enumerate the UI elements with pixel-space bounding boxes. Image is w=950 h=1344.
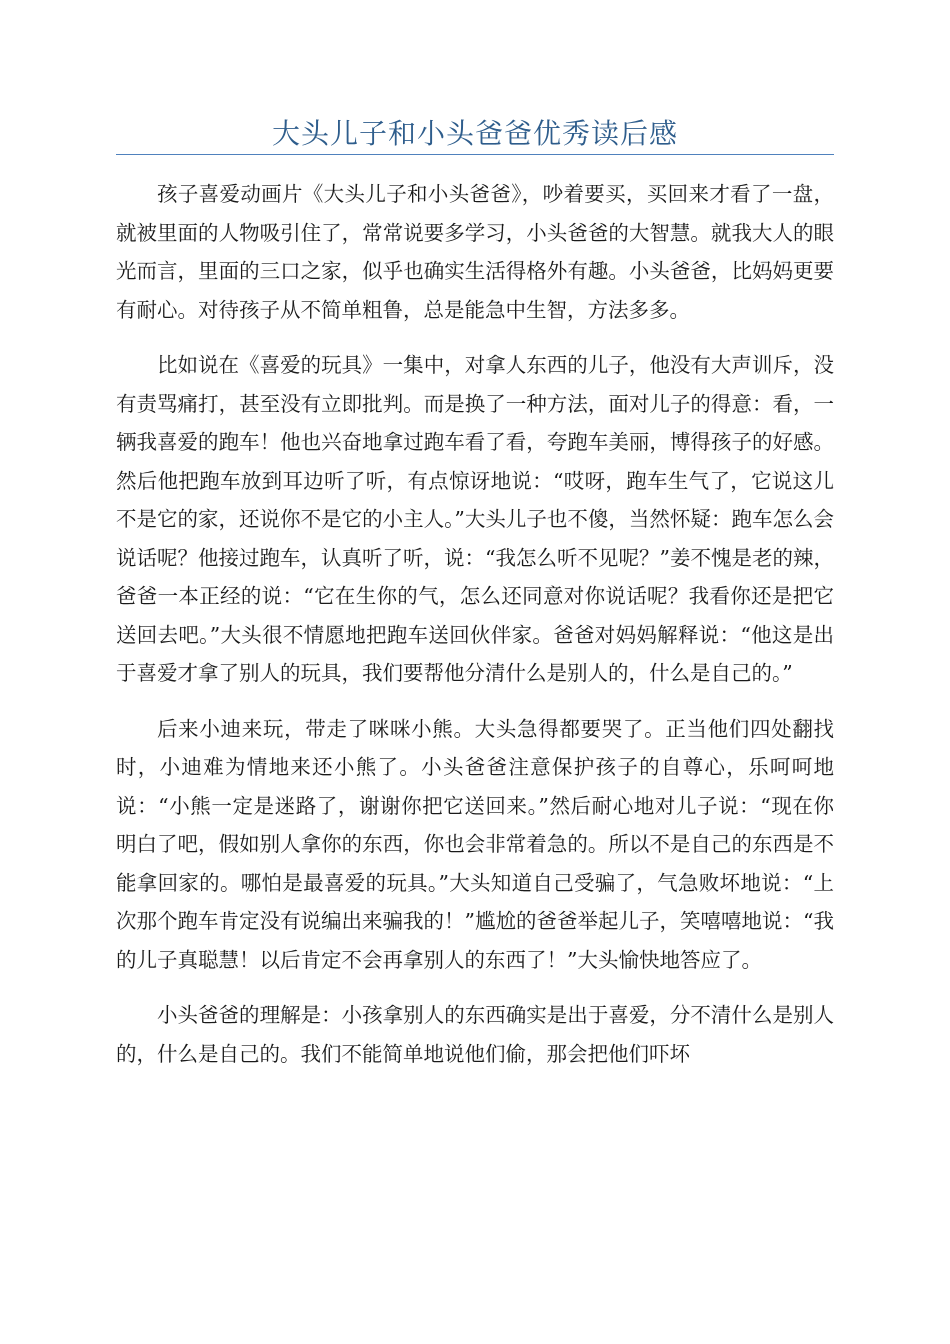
document-body	[116, 175, 834, 1073]
paragraph-4: 小头爸爸的理解是：小孩拿别人的东西确实是出于喜爱，分不清什么是别人的，什么是自己的。我们不能简单地说他们偷，那会把他们吓坏	[116, 1003, 834, 1066]
paragraph-3: 后来小迪来玩，带走了咪咪小熊。大头急得都要哭了。正当他们四处翻找时，小迪难为情地来还小熊了。小头爸爸注意保护孩子的自尊心，乐呵呵地说：“小熊一定是迷路了，谢谢你把它送回来。”然后耐心地对儿子说：“现在你明白了吧，假如别人拿你的东西，你也会非常着急的。所以不是自己的东西是不能拿回家的。哪怕是最喜爱的玩具。”大头知道自己受骗了，气急败坏地说：“上次那个跑车肯定没有说编出来骗我的！”尴尬的爸爸举起儿子，笑嘻嘻地说：“我的儿子真聪慧！以后肯定不会再拿别人的东西了！”大头愉快地答应了。	[116, 716, 834, 972]
document-page	[116, 0, 834, 1090]
document-title: 大头儿子和小头爸爸优秀读后感	[271, 117, 678, 150]
paragraph-2: 比如说在《喜爱的玩具》一集中，对拿人东西的儿子，他没有大声训斥，没有责骂痛打，甚至没有立即批判。而是换了一种方法，面对儿子的得意：看，一辆我喜爱的跑车！他也兴奋地拿过跑车看了看，夸跑车美丽，博得孩子的好感。然后他把跑车放到耳边听了听，有点惊讶地说：“哎呀，跑车生气了，它说这儿不是它的家，还说你不是它的小主人。”大头儿子也不傻，当然怀疑：跑车怎么会说话呢？他接过跑车，认真听了听，说：“我怎么听不见呢？”姜不愧是老的辣，爸爸一本正经的说：“它在生你的气，怎么还同意对你说话呢？我看你还是把它送回去吧。”大头很不情愿地把跑车送回伙伴家。爸爸对妈妈解释说：“他这是出于喜爱才拿了别人的玩具，我们要帮他分清什么是别人的，什么是自己的。”	[116, 353, 834, 685]
paragraph-1: 孩子喜爱动画片《大头儿子和小头爸爸》，吵着要买，买回来才看了一盘，就被里面的人物吸引住了，常常说要多学习，小头爸爸的大智慧。就我大人的眼光而言，里面的三口之家，似乎也确实生活得格外有趣。小头爸爸，比妈妈更要有耐心。对待孩子从不简单粗鲁，总是能急中生智，方法多多。	[116, 182, 834, 322]
title-underline	[116, 154, 834, 155]
